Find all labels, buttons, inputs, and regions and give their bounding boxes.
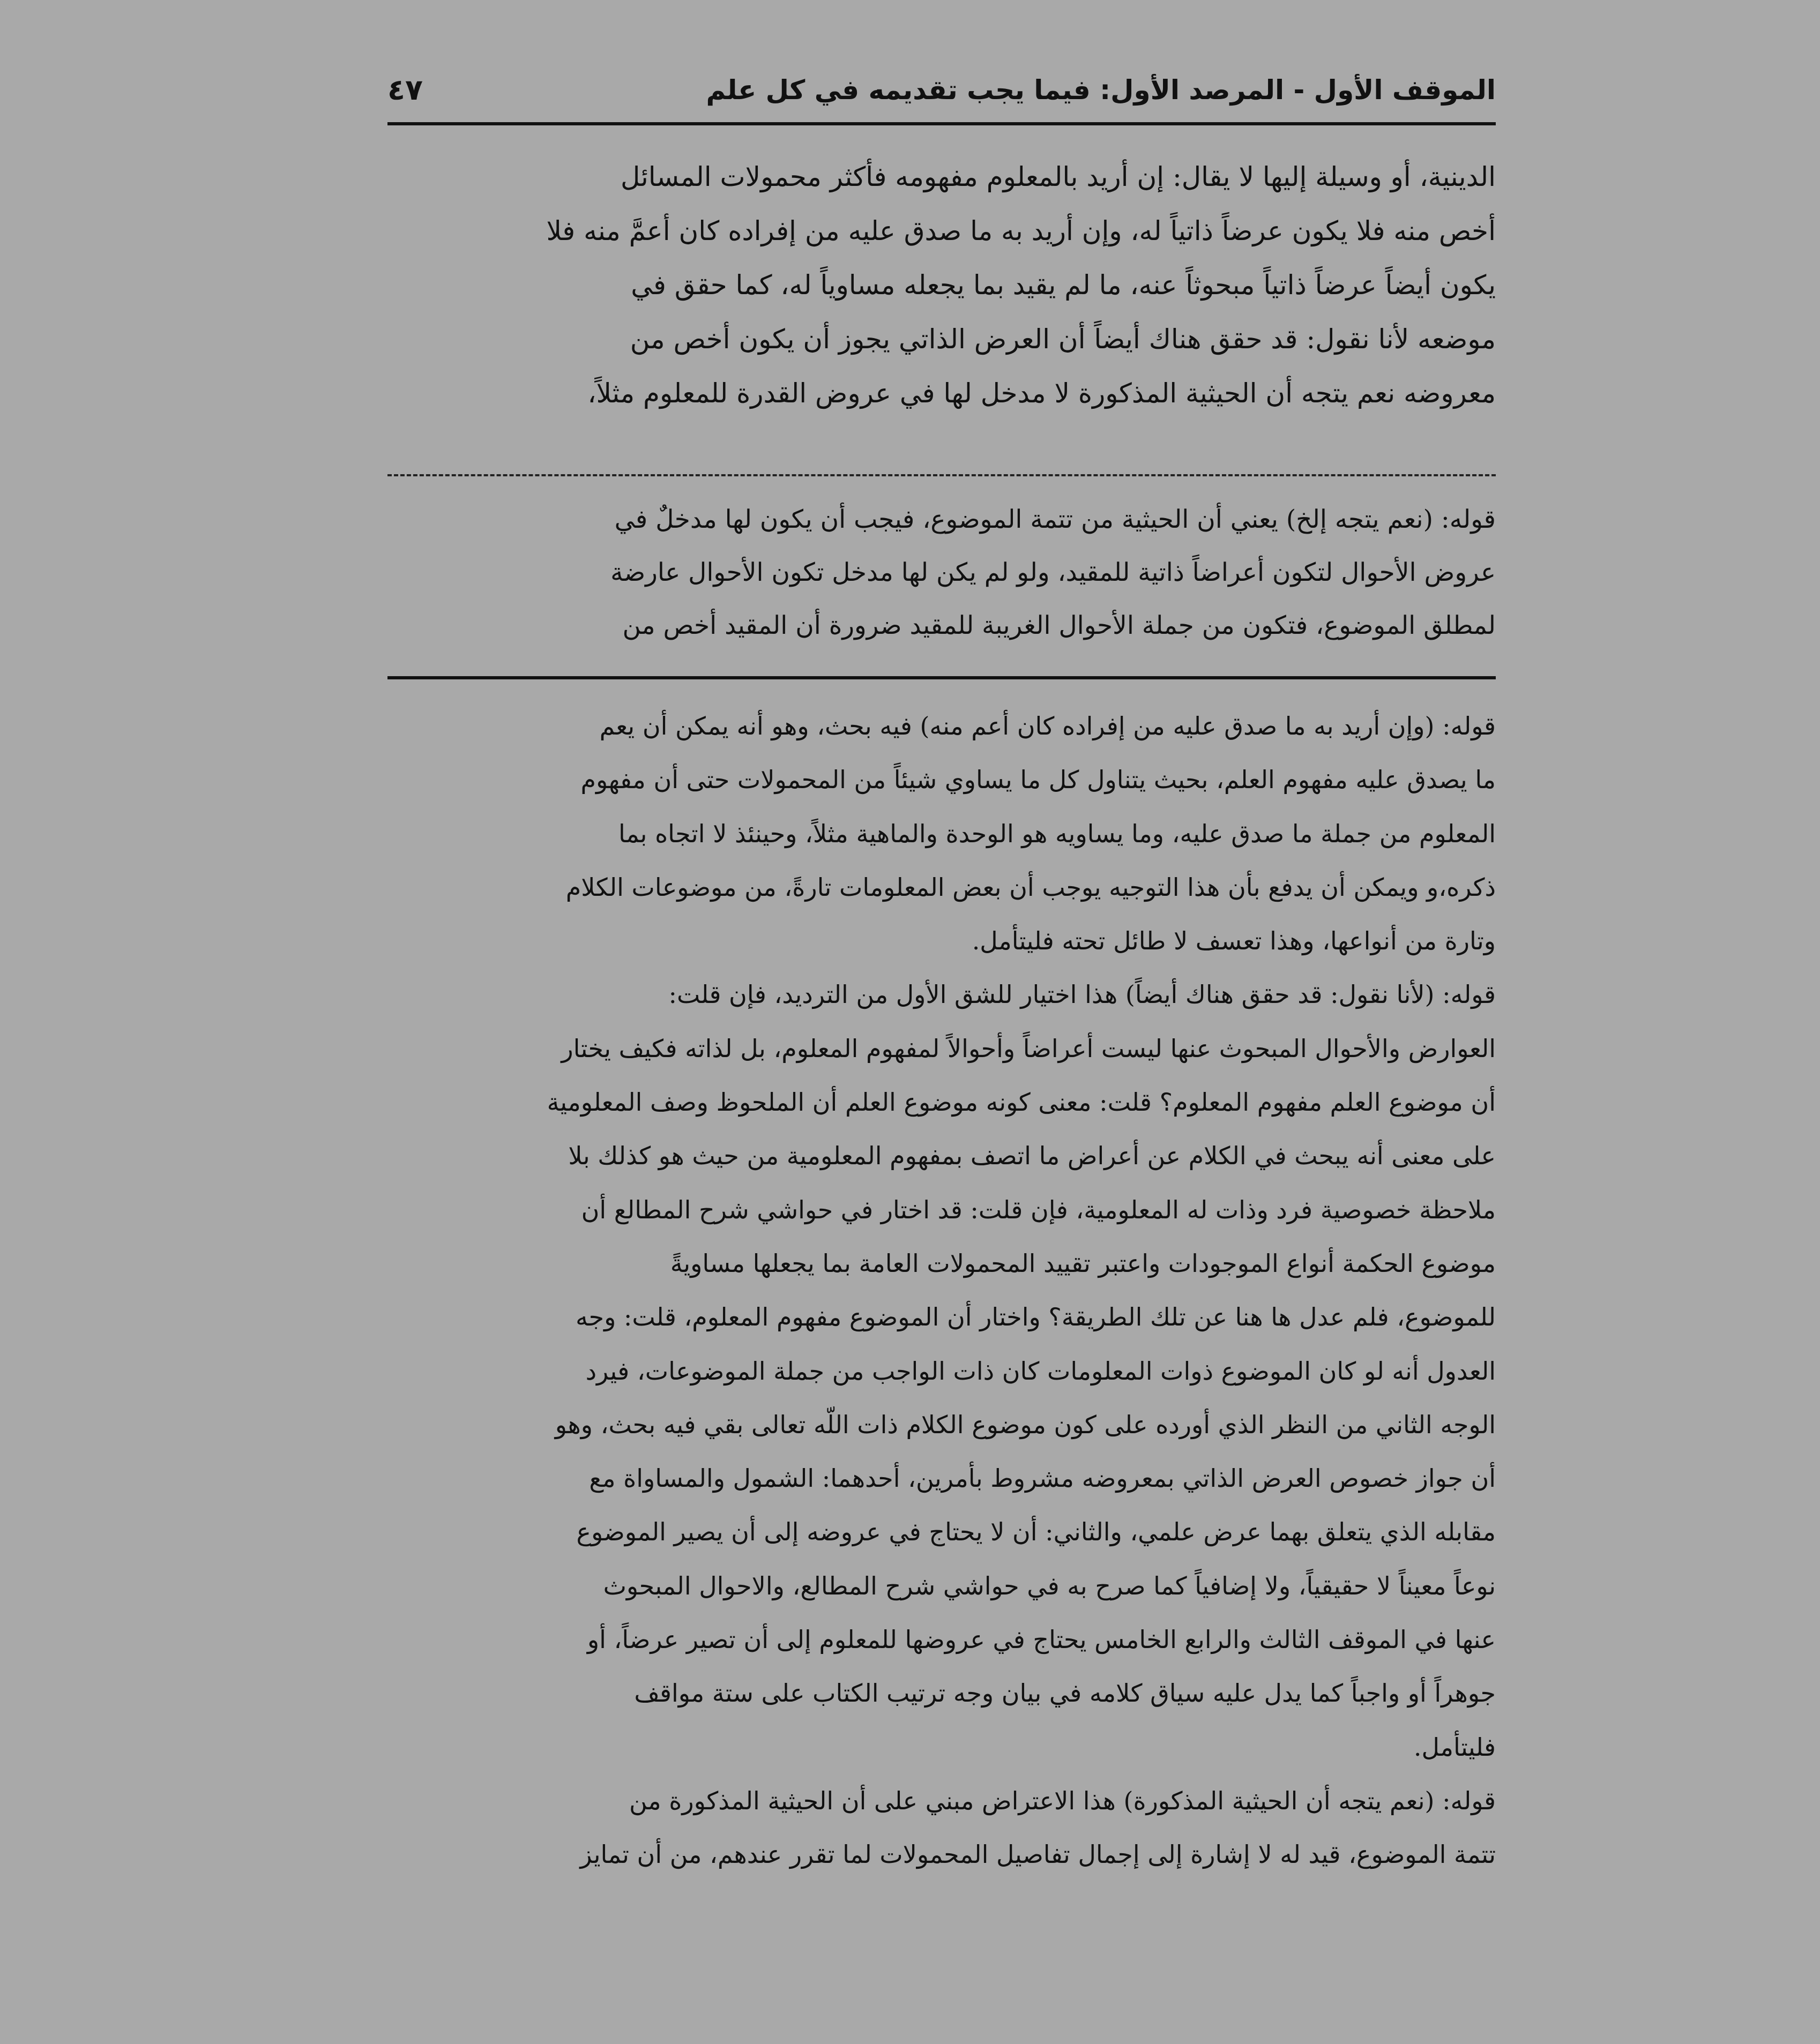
commentary-line: فليتأمل. [1413,1732,1496,1762]
commentary-line: أن جواز خصوص العرض الذاتي بمعروضه مشروط بأمرين، أحدهما: الشمول والمساواة مع [589,1464,1496,1493]
sub-note-line: لمطلق الموضوع، فتكون من جملة الأحوال الغريبة للمقيد ضرورة أن المقيد أخص من [622,611,1496,640]
commentary-line: العوارض والأحوال المبحوث عنها ليست أعراضاً وأحوالاً لمفهوم المعلوم، بل لذاته فكيف يختار [561,1034,1496,1063]
commentary-line: مقابله الذي يتعلق بهما عرض علمي، والثاني: أن لا يحتاج في عروضه إلى أن يصير الموضوع [576,1517,1496,1547]
main-text-line: معروضه نعم يتجه أن الحيثية المذكورة لا مدخل لها في عروض القدرة للمعلوم مثلاً، [587,378,1496,409]
main-text-line: الدينية، أو وسيلة إليها لا يقال: إن أريد بالمعلوم مفهومه فأكثر محمولات المسائل [620,161,1496,192]
commentary-line: قوله: (وإن أريد به ما صدق عليه من إفراده كان أعم منه) فيه بحث، وهو أنه يمكن أن يعم [599,712,1496,740]
running-header [387,64,1496,121]
sub-note-line: قوله: (نعم يتجه إلخ) يعني أن الحيثية من تتمة الموضوع، فيجب أن يكون لها مدخلٌ في [614,505,1496,534]
notes-separator-rule [387,676,1496,679]
main-text-line: موضعه لأنا نقول: قد حقق هناك أيضاً أن العرض الذاتي يجوز أن يكون أخص من [630,324,1496,355]
commentary-line: المعلوم من جملة ما صدق عليه، وما يساويه هو الوحدة والماهية مثلاً، وحينئذ لا اتجاه بما [618,819,1496,848]
page-number: ٤٧ [387,73,423,107]
commentary-line: على معنى أنه يبحث في الكلام عن أعراض ما اتصف بمفهوم المعلومية من حيث هو كذلك بلا [568,1141,1496,1171]
commentary-line: قوله: (نعم يتجه أن الحيثية المذكورة) هذا الاعتراض مبني على أن الحيثية المذكورة من [629,1786,1496,1815]
sub-notes [387,493,1496,652]
commentary-line: العدول أنه لو كان الموضوع ذوات المعلومات كان ذات الواجب من جملة الموضوعات، فيرد [585,1356,1496,1386]
commentary [387,699,1496,1882]
dashed-separator [387,474,1496,476]
commentary-line: تتمة الموضوع، قيد له لا إشارة إلى إجمال تفاصيل المحمولات لما تقرر عندهم، من أن تمايز [580,1840,1496,1869]
main-text-line: أخص منه فلا يكون عرضاً ذاتياً له، وإن أريد به ما صدق عليه من إفراده كان أعمَّ منه فلا [546,215,1496,246]
commentary-line: الوجه الثاني من النظر الذي أورده على كون موضوع الكلام ذات اللّه تعالى بقي فيه بحث، وهو [555,1410,1496,1439]
header-rule [387,122,1496,125]
commentary-line: للموضوع، فلم عدل ها هنا عن تلك الطريقة؟ واختار أن الموضوع مفهوم المعلوم، قلت: وجه [575,1302,1496,1332]
main-text [387,150,1496,421]
commentary-line: أن موضوع العلم مفهوم المعلوم؟ قلت: معنى كونه موضوع العلم أن الملحوظ وصف المعلومية [547,1088,1496,1117]
main-text-line: يكون أيضاً عرضاً ذاتياً مبحوثاً عنه، ما لم يقيد بما يجعله مساوياً له، كما حقق في [631,269,1496,301]
commentary-line: وتارة من أنواعها، وهذا تعسف لا طائل تحته فليتأمل. [972,926,1496,956]
commentary-line: ما يصدق عليه مفهوم العلم، بحيث يتناول كل ما يساوي شيئاً من المحمولات حتى أن مفهوم [580,765,1496,795]
sub-note-line: عروض الأحوال لتكون أعراضاً ذاتية للمقيد، ولو لم يكن لها مدخل تكون الأحوال عارضة [610,558,1496,587]
book-page [387,64,1496,2015]
commentary-line: نوعاً معيناً لا حقيقياً، ولا إضافياً كما صرح به في حواشي شرح المطالع، والاحوال المبحوث [603,1571,1496,1600]
commentary-line: جوهراً أو واجباً كما يدل عليه سياق كلامه في بيان وجه ترتيب الكتاب على ستة مواقف [634,1679,1496,1708]
running-title: الموقف الأول - المرصد الأول: فيما يجب تقديمه في كل علم [706,74,1496,106]
commentary-line: موضوع الحكمة أنواع الموجودات واعتبر تقييد المحمولات العامة بما يجعلها مساويةً [670,1248,1496,1278]
commentary-line: قوله: (لأنا نقول: قد حقق هناك أيضاً) هذا اختيار للشق الأول من الترديد، فإن قلت: [668,980,1496,1009]
commentary-line: عنها في الموقف الثالث والرابع الخامس يحتاج في عروضها للمعلوم إلى أن تصير عرضاً، أو [587,1625,1496,1654]
commentary-line: ملاحظة خصوصية فرد وذات له المعلومية، فإن قلت: قد اختار في حواشي شرح المطالع أن [581,1195,1496,1224]
commentary-line: ذكره،و ويمكن أن يدفع بأن هذا التوجيه يوجب أن بعض المعلومات تارةً، من موضوعات الكلام [565,872,1496,902]
